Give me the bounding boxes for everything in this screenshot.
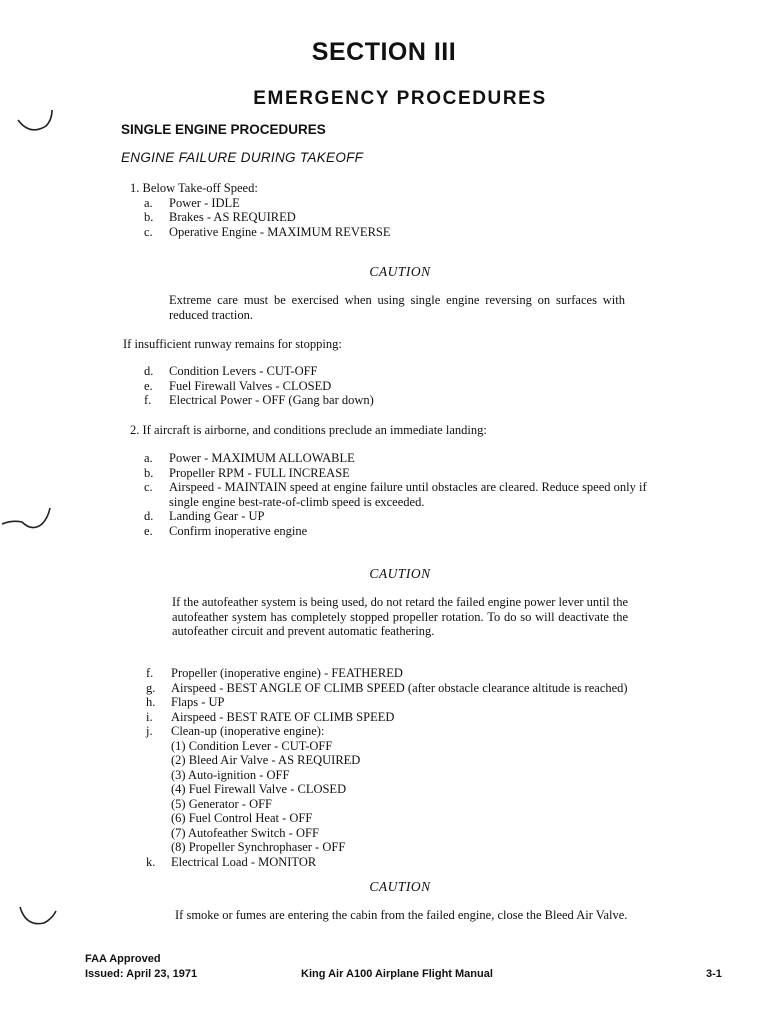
list-item: (1) Condition Lever - CUT-OFF <box>171 738 333 753</box>
list-item: (2) Bleed Air Valve - AS REQUIRED <box>171 753 361 767</box>
issue-date: Issued: April 23, 1971 <box>85 968 198 980</box>
list-item: f. Propeller (inoperative engine) - FEATHERED <box>146 666 403 680</box>
caution-text: Extreme care must be exercised when using single engine reversing on surfaces with reduced traction. <box>169 293 625 322</box>
page-title: EMERGENCY PROCEDURES <box>253 88 547 109</box>
list-item: e. Fuel Firewall Valves - CLOSED <box>144 378 332 393</box>
step-1 <box>130 181 391 239</box>
list-item: c. Operative Engine - MAXIMUM REVERSE <box>144 224 391 239</box>
insufficient-runway-text: If insufficient runway remains for stopping: <box>123 337 342 351</box>
caution-heading: CAUTION <box>369 879 431 894</box>
list-item: a. Power - IDLE <box>144 195 240 210</box>
caution-heading: CAUTION <box>369 566 431 581</box>
list-item: h. Flaps - UP <box>146 695 225 709</box>
list-item: b. Brakes - AS REQUIRED <box>144 210 296 224</box>
step-2-label: 2. If aircraft is airborne, and conditions preclude an immediate landing: <box>130 423 487 437</box>
list-item: (8) Propeller Synchrophaser - OFF <box>171 840 346 854</box>
margin-mark-bottom <box>14 903 62 931</box>
page-number: 3-1 <box>706 968 722 980</box>
caution-text: If the autofeather system is being used, do not retard the failed engine power lever until the autofeather system has completely stopped propeller rotation. To do so will deactivate the autofeather circuit and prevent automatic feathering. <box>172 595 628 638</box>
list-item: d. Landing Gear - UP <box>144 509 265 523</box>
procedure-heading: ENGINE FAILURE DURING TAKEOFF <box>121 150 364 165</box>
manual-title: King Air A100 Airplane Flight Manual <box>301 968 493 980</box>
list-item: k. Electrical Load - MONITOR <box>146 854 317 869</box>
margin-mark-middle <box>0 506 60 536</box>
list-item: d. Condition Levers - CUT-OFF <box>144 364 318 378</box>
list-item: j. Clean-up (inoperative engine): <box>146 724 325 738</box>
caution-heading: CAUTION <box>369 264 431 279</box>
list-item: g. Airspeed - BEST ANGLE OF CLIMB SPEED (after obstacle clearance altitude is reached) <box>146 680 628 695</box>
list-item: f. Electrical Power - OFF (Gang bar down) <box>144 393 374 407</box>
faa-approved-label: FAA Approved <box>85 953 161 965</box>
section-title: SECTION III <box>311 38 457 66</box>
list-item: c. Airspeed - MAINTAIN speed at engine failure until obstacles are cleared. Reduce speed only if single engine best-rate-of-climb speed is exceeded. <box>144 480 647 509</box>
list-item: (5) Generator - OFF <box>171 796 273 811</box>
list-item: e. Confirm inoperative engine <box>144 523 308 538</box>
list-item: b. Propeller RPM - FULL INCREASE <box>144 465 350 480</box>
list-item: (7) Autofeather Switch - OFF <box>171 825 319 840</box>
step-2 <box>144 451 684 538</box>
step-1-label: 1. Below Take-off Speed: <box>130 181 258 195</box>
list-item: (4) Fuel Firewall Valve - CLOSED <box>171 782 347 796</box>
margin-mark-top <box>12 108 60 136</box>
step-2-continued <box>146 666 706 869</box>
cleanup-list <box>171 739 706 855</box>
subsection-heading: SINGLE ENGINE PROCEDURES <box>121 122 326 137</box>
footer-approval <box>85 952 197 982</box>
list-item: i. Airspeed - BEST RATE OF CLIMB SPEED <box>146 709 395 724</box>
caution-text: If smoke or fumes are entering the cabin from the failed engine, close the Bleed Air Valve. <box>175 908 628 922</box>
list-item: (3) Auto-ignition - OFF <box>171 767 290 782</box>
list-item: a. Power - MAXIMUM ALLOWABLE <box>144 451 355 465</box>
list-item: (6) Fuel Control Heat - OFF <box>171 811 313 825</box>
step-1-continued <box>144 364 374 408</box>
